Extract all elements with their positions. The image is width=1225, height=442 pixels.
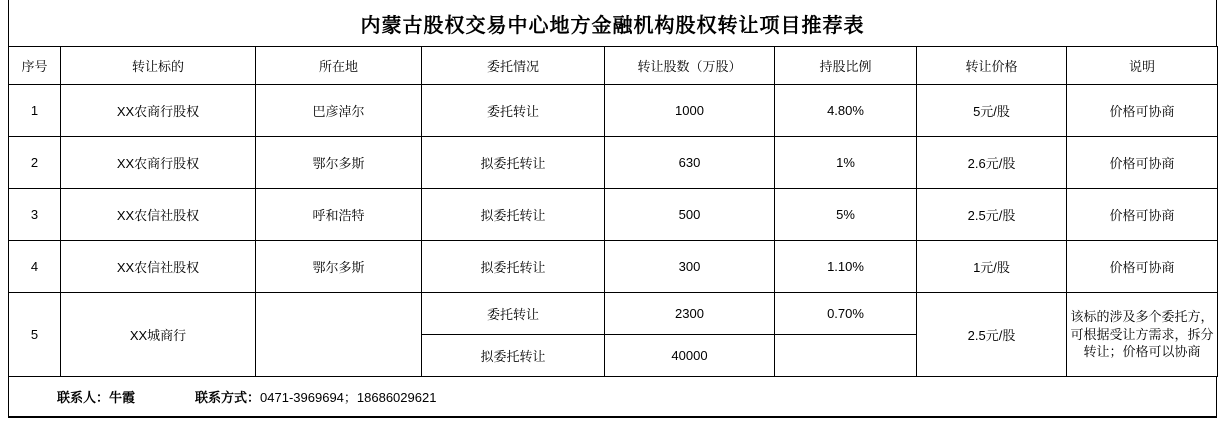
contact-method-value: 0471-3969694；18686029621	[260, 390, 437, 405]
column-header-target: 转让标的	[61, 47, 256, 85]
column-header-ratio: 持股比例	[775, 47, 917, 85]
cell-price: 2.5元/股	[917, 189, 1067, 241]
table-header-row	[9, 47, 1218, 85]
column-header-seq: 序号	[9, 47, 61, 85]
cell-entrust: 委托转让	[422, 293, 605, 335]
cell-shares: 500	[605, 189, 775, 241]
cell-price: 5元/股	[917, 85, 1067, 137]
cell-note: 价格可协商	[1067, 137, 1218, 189]
table-row	[9, 293, 1218, 335]
cell-entrust: 拟委托转让	[422, 335, 605, 377]
contact-person-label: 联系人：	[57, 390, 110, 405]
cell-target: XX城商行	[61, 293, 256, 377]
cell-location: 巴彦淖尔	[256, 85, 422, 137]
column-header-location: 所在地	[256, 47, 422, 85]
cell-entrust: 拟委托转让	[422, 137, 605, 189]
cell-price: 2.6元/股	[917, 137, 1067, 189]
cell-entrust: 拟委托转让	[422, 241, 605, 293]
table-row	[9, 241, 1218, 293]
contact-method-label: 联系方式：	[195, 390, 261, 405]
cell-seq: 3	[9, 189, 61, 241]
cell-seq: 4	[9, 241, 61, 293]
table-row	[9, 85, 1218, 137]
table-header	[9, 47, 1218, 85]
cell-note: 价格可协商	[1067, 85, 1218, 137]
cell-ratio: 4.80%	[775, 85, 917, 137]
cell-entrust: 拟委托转让	[422, 189, 605, 241]
cell-shares: 300	[605, 241, 775, 293]
cell-ratio	[775, 335, 917, 377]
column-header-note: 说明	[1067, 47, 1218, 85]
cell-location: 鄂尔多斯	[256, 137, 422, 189]
cell-ratio: 0.70%	[775, 293, 917, 335]
cell-ratio: 5%	[775, 189, 917, 241]
cell-seq: 5	[9, 293, 61, 377]
bottom-divider	[8, 417, 1217, 418]
cell-target: XX农信社股权	[61, 189, 256, 241]
cell-location: 呼和浩特	[256, 189, 422, 241]
cell-ratio: 1.10%	[775, 241, 917, 293]
cell-note: 价格可协商	[1067, 241, 1218, 293]
contact-footer	[8, 377, 1217, 417]
cell-location: 鄂尔多斯	[256, 241, 422, 293]
cell-seq: 2	[9, 137, 61, 189]
cell-shares: 40000	[605, 335, 775, 377]
cell-shares: 2300	[605, 293, 775, 335]
cell-shares: 630	[605, 137, 775, 189]
cell-note: 价格可协商	[1067, 189, 1218, 241]
table-row	[9, 189, 1218, 241]
cell-price: 2.5元/股	[917, 293, 1067, 377]
table-body	[9, 85, 1218, 377]
cell-entrust: 委托转让	[422, 85, 605, 137]
document-title-bar	[8, 0, 1217, 46]
page-title: 内蒙古股权交易中心地方金融机构股权转让项目推荐表	[360, 14, 865, 37]
contact-person-value: 牛霞	[109, 390, 136, 405]
column-header-shares: 转让股数（万股）	[605, 47, 775, 85]
column-header-price: 转让价格	[917, 47, 1067, 85]
cell-target: XX农商行股权	[61, 137, 256, 189]
cell-note: 该标的涉及多个委托方，可根据受让方需求，拆分转让；价格可以协商	[1067, 293, 1218, 377]
column-header-entrust: 委托情况	[422, 47, 605, 85]
table-row	[9, 137, 1218, 189]
contact-person	[57, 387, 135, 406]
cell-ratio: 1%	[775, 137, 917, 189]
contact-method	[195, 387, 436, 406]
cell-seq: 1	[9, 85, 61, 137]
cell-target: XX农信社股权	[61, 241, 256, 293]
cell-shares: 1000	[605, 85, 775, 137]
transfer-projects-table	[8, 46, 1218, 377]
cell-location	[256, 293, 422, 377]
cell-price: 1元/股	[917, 241, 1067, 293]
cell-target: XX农商行股权	[61, 85, 256, 137]
